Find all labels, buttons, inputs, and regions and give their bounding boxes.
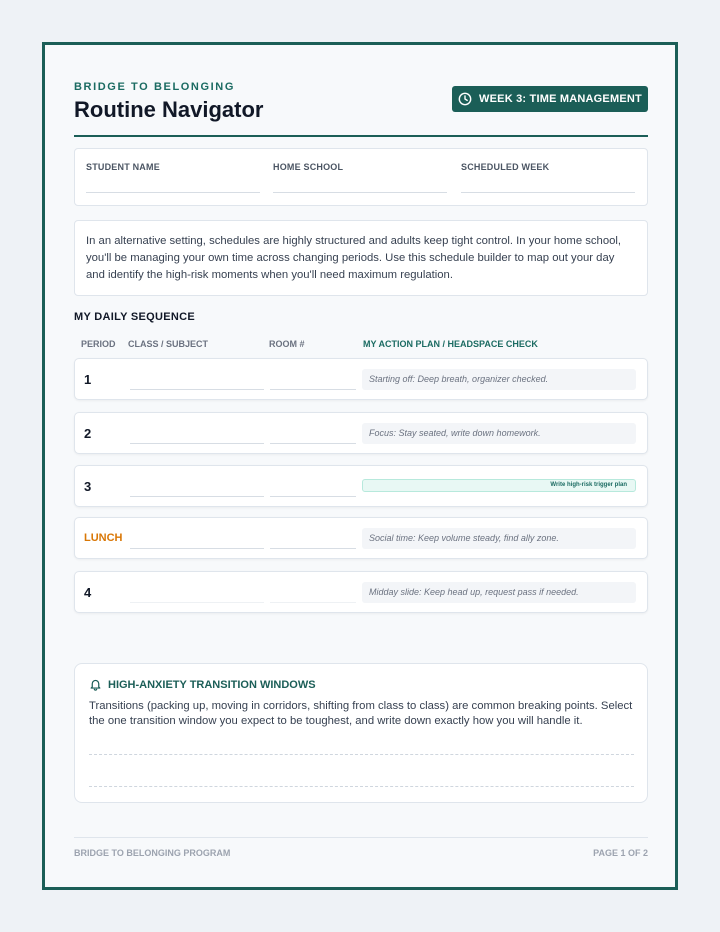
page-title: Routine Navigator — [74, 97, 264, 122]
transition-windows-card — [74, 663, 648, 803]
student-name-label: STUDENT NAME — [86, 162, 160, 172]
room-input[interactable] — [270, 443, 356, 444]
schedule-row — [74, 465, 648, 507]
student-name-line[interactable] — [86, 192, 260, 193]
col-header-class: CLASS / SUBJECT — [128, 339, 209, 349]
week-badge-label: WEEK 3: TIME MANAGEMENT — [479, 93, 642, 105]
home-school-label: HOME SCHOOL — [273, 162, 344, 172]
room-input[interactable] — [270, 496, 356, 497]
col-header-room: ROOM # — [269, 339, 305, 349]
action-plan-field[interactable]: Social time: Keep volume steady, find ally zone. — [362, 528, 636, 549]
clock-icon — [458, 92, 472, 106]
scheduled-week-field[interactable] — [461, 162, 635, 193]
home-school-field[interactable] — [273, 162, 447, 193]
schedule-row — [74, 412, 648, 454]
brand-label: BRIDGE TO BELONGING — [74, 81, 235, 93]
home-school-line[interactable] — [273, 192, 447, 193]
class-subject-input[interactable] — [130, 443, 264, 444]
transition-windows-title: HIGH-ANXIETY TRANSITION WINDOWS — [108, 678, 316, 691]
class-subject-input[interactable] — [130, 389, 264, 390]
period-label: 1 — [84, 372, 92, 387]
room-input[interactable] — [270, 548, 356, 549]
intro-text: In an alternative setting, schedules are highly structured and adults keep tight control. In your home school, you'll be managing your own time across changing periods. Use this schedule builder to map out your day and identify the high-risk moments when you'll need maximum regulation. — [74, 220, 648, 296]
trigger-plan-field[interactable]: Write high-risk trigger plan — [362, 479, 636, 492]
col-header-period: PERIOD — [81, 339, 116, 349]
schedule-row — [74, 571, 648, 613]
footer-page-number: PAGE 1 OF 2 — [593, 848, 648, 858]
student-info-card — [74, 148, 648, 206]
action-plan-field[interactable]: Midday slide: Keep head up, request pass if needed. — [362, 582, 636, 603]
schedule-row-lunch — [74, 517, 648, 559]
page-footer — [74, 837, 648, 863]
footer-program: BRIDGE TO BELONGING PROGRAM — [74, 848, 231, 858]
bell-icon — [89, 678, 102, 691]
period-label: 3 — [84, 479, 92, 494]
room-input[interactable] — [270, 602, 356, 603]
worksheet-page — [42, 42, 678, 890]
answer-line[interactable] — [89, 754, 634, 755]
class-subject-input[interactable] — [130, 602, 264, 603]
answer-line[interactable] — [89, 786, 634, 787]
lunch-label: LUNCH — [84, 532, 123, 544]
scheduled-week-label: SCHEDULED WEEK — [461, 162, 550, 172]
section-title: MY DAILY SEQUENCE — [74, 311, 196, 323]
class-subject-input[interactable] — [130, 548, 264, 549]
period-label: 2 — [84, 426, 92, 441]
transition-windows-heading — [89, 678, 316, 691]
col-header-plan: MY ACTION PLAN / HEADSPACE CHECK — [363, 339, 538, 349]
page-header — [74, 79, 648, 137]
schedule-row — [74, 358, 648, 400]
week-badge — [452, 86, 648, 112]
room-input[interactable] — [270, 389, 356, 390]
period-label: 4 — [84, 585, 92, 600]
transition-windows-text: Transitions (packing up, moving in corridors, shifting from class to class) are common breaking points. Select the one transition window you expect to be toughest, and write down exactly how you will handle it. — [89, 700, 633, 727]
action-plan-field[interactable]: Starting off: Deep breath, organizer checked. — [362, 369, 636, 390]
class-subject-input[interactable] — [130, 496, 264, 497]
action-plan-field[interactable]: Focus: Stay seated, write down homework. — [362, 423, 636, 444]
scheduled-week-line[interactable] — [461, 192, 635, 193]
student-name-field[interactable] — [86, 162, 260, 193]
